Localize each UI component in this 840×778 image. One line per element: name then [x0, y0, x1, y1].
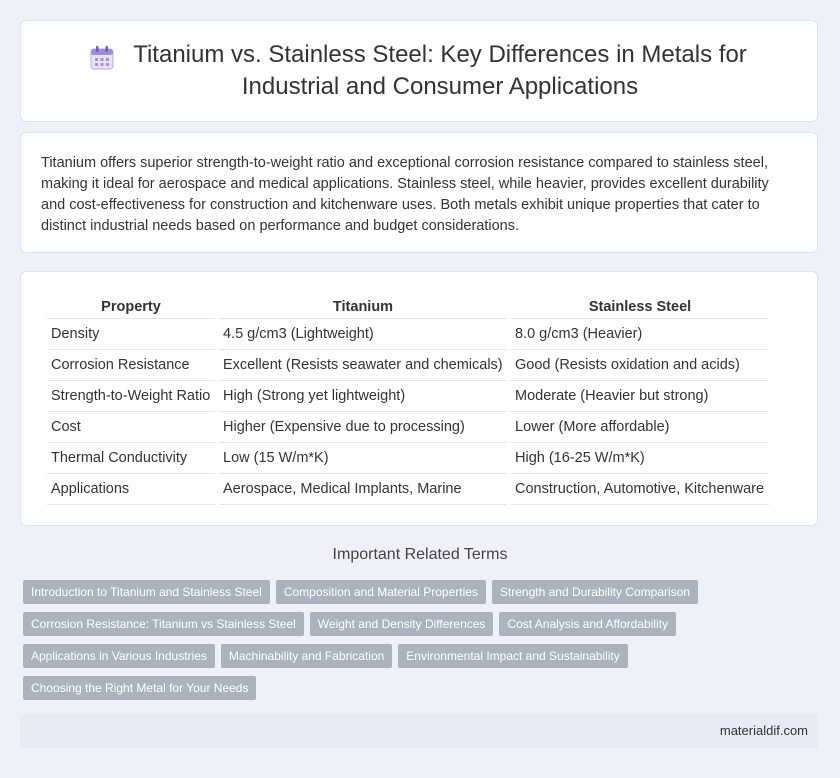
related-term-tag[interactable]: Applications in Various Industries: [23, 644, 215, 668]
related-term-tag[interactable]: Choosing the Right Metal for Your Needs: [23, 676, 256, 700]
table-cell: Aerospace, Medical Implants, Marine: [219, 474, 507, 505]
related-term-tag[interactable]: Machinability and Fabrication: [221, 644, 392, 668]
table-cell: High (16-25 W/m*K): [511, 443, 769, 474]
table-cell: Applications: [47, 474, 215, 505]
table-row: [47, 319, 769, 350]
table-cell: Higher (Expensive due to processing): [219, 412, 507, 443]
table-cell: 4.5 g/cm3 (Lightweight): [219, 319, 507, 350]
page-title: Titanium vs. Stainless Steel: Key Differences in Metals for Industrial and Consumer Applications: [133, 41, 747, 100]
title-wrap: [88, 39, 750, 103]
table-cell: Low (15 W/m*K): [219, 443, 507, 474]
table-row: [47, 443, 769, 474]
related-term-tag[interactable]: Environmental Impact and Sustainability: [398, 644, 627, 668]
footer: [20, 714, 818, 748]
column-header: Titanium: [219, 296, 507, 319]
table-cell: 8.0 g/cm3 (Heavier): [511, 319, 769, 350]
related-term-tag[interactable]: Composition and Material Properties: [276, 580, 486, 604]
related-terms-title: Important Related Terms: [332, 546, 508, 563]
table-header-row: [47, 296, 769, 319]
intro-text: Titanium offers superior strength-to-weight ratio and exceptional corrosion resistance compared to stainless steel, making it ideal for aerospace and medical applications. Stainless steel, while heavier, provides excellent durability and cost-effectiveness for construction and kitchenware uses. Both metals exhibit unique properties that cater to distinct industrial needs based on performance and budget considerations.: [41, 155, 769, 234]
table-row: [47, 412, 769, 443]
table-cell: Good (Resists oxidation and acids): [511, 350, 769, 381]
comparison-table: [43, 296, 773, 505]
column-header: Property: [47, 296, 215, 319]
table-cell: Lower (More affordable): [511, 412, 769, 443]
table-cell: Moderate (Heavier but strong): [511, 381, 769, 412]
table-cell: Cost: [47, 412, 215, 443]
related-term-tag[interactable]: Strength and Durability Comparison: [492, 580, 698, 604]
related-term-tag[interactable]: Introduction to Titanium and Stainless Steel: [23, 580, 270, 604]
table-cell: Density: [47, 319, 215, 350]
table-cell: Excellent (Resists seawater and chemicals): [219, 350, 507, 381]
intro-card: [20, 132, 818, 253]
footer-site-link[interactable]: materialdif.com: [719, 723, 808, 738]
column-header: Stainless Steel: [511, 296, 769, 319]
related-term-tag[interactable]: Cost Analysis and Affordability: [499, 612, 676, 636]
table-cell: Construction, Automotive, Kitchenware: [511, 474, 769, 505]
related-term-tag[interactable]: Corrosion Resistance: Titanium vs Stainless Steel: [23, 612, 304, 636]
related-term-tag[interactable]: Weight and Density Differences: [310, 612, 494, 636]
table-cell: High (Strong yet lightweight): [219, 381, 507, 412]
comparison-table-card: [20, 271, 818, 526]
table-cell: Corrosion Resistance: [47, 350, 215, 381]
table-row: [47, 350, 769, 381]
table-row: [47, 474, 769, 505]
table-row: [47, 381, 769, 412]
header-card: [20, 20, 818, 122]
related-terms-list: [23, 580, 813, 708]
table-cell: Strength-to-Weight Ratio: [47, 381, 215, 412]
table-cell: Thermal Conductivity: [47, 443, 215, 474]
calendar-icon: [88, 44, 116, 72]
